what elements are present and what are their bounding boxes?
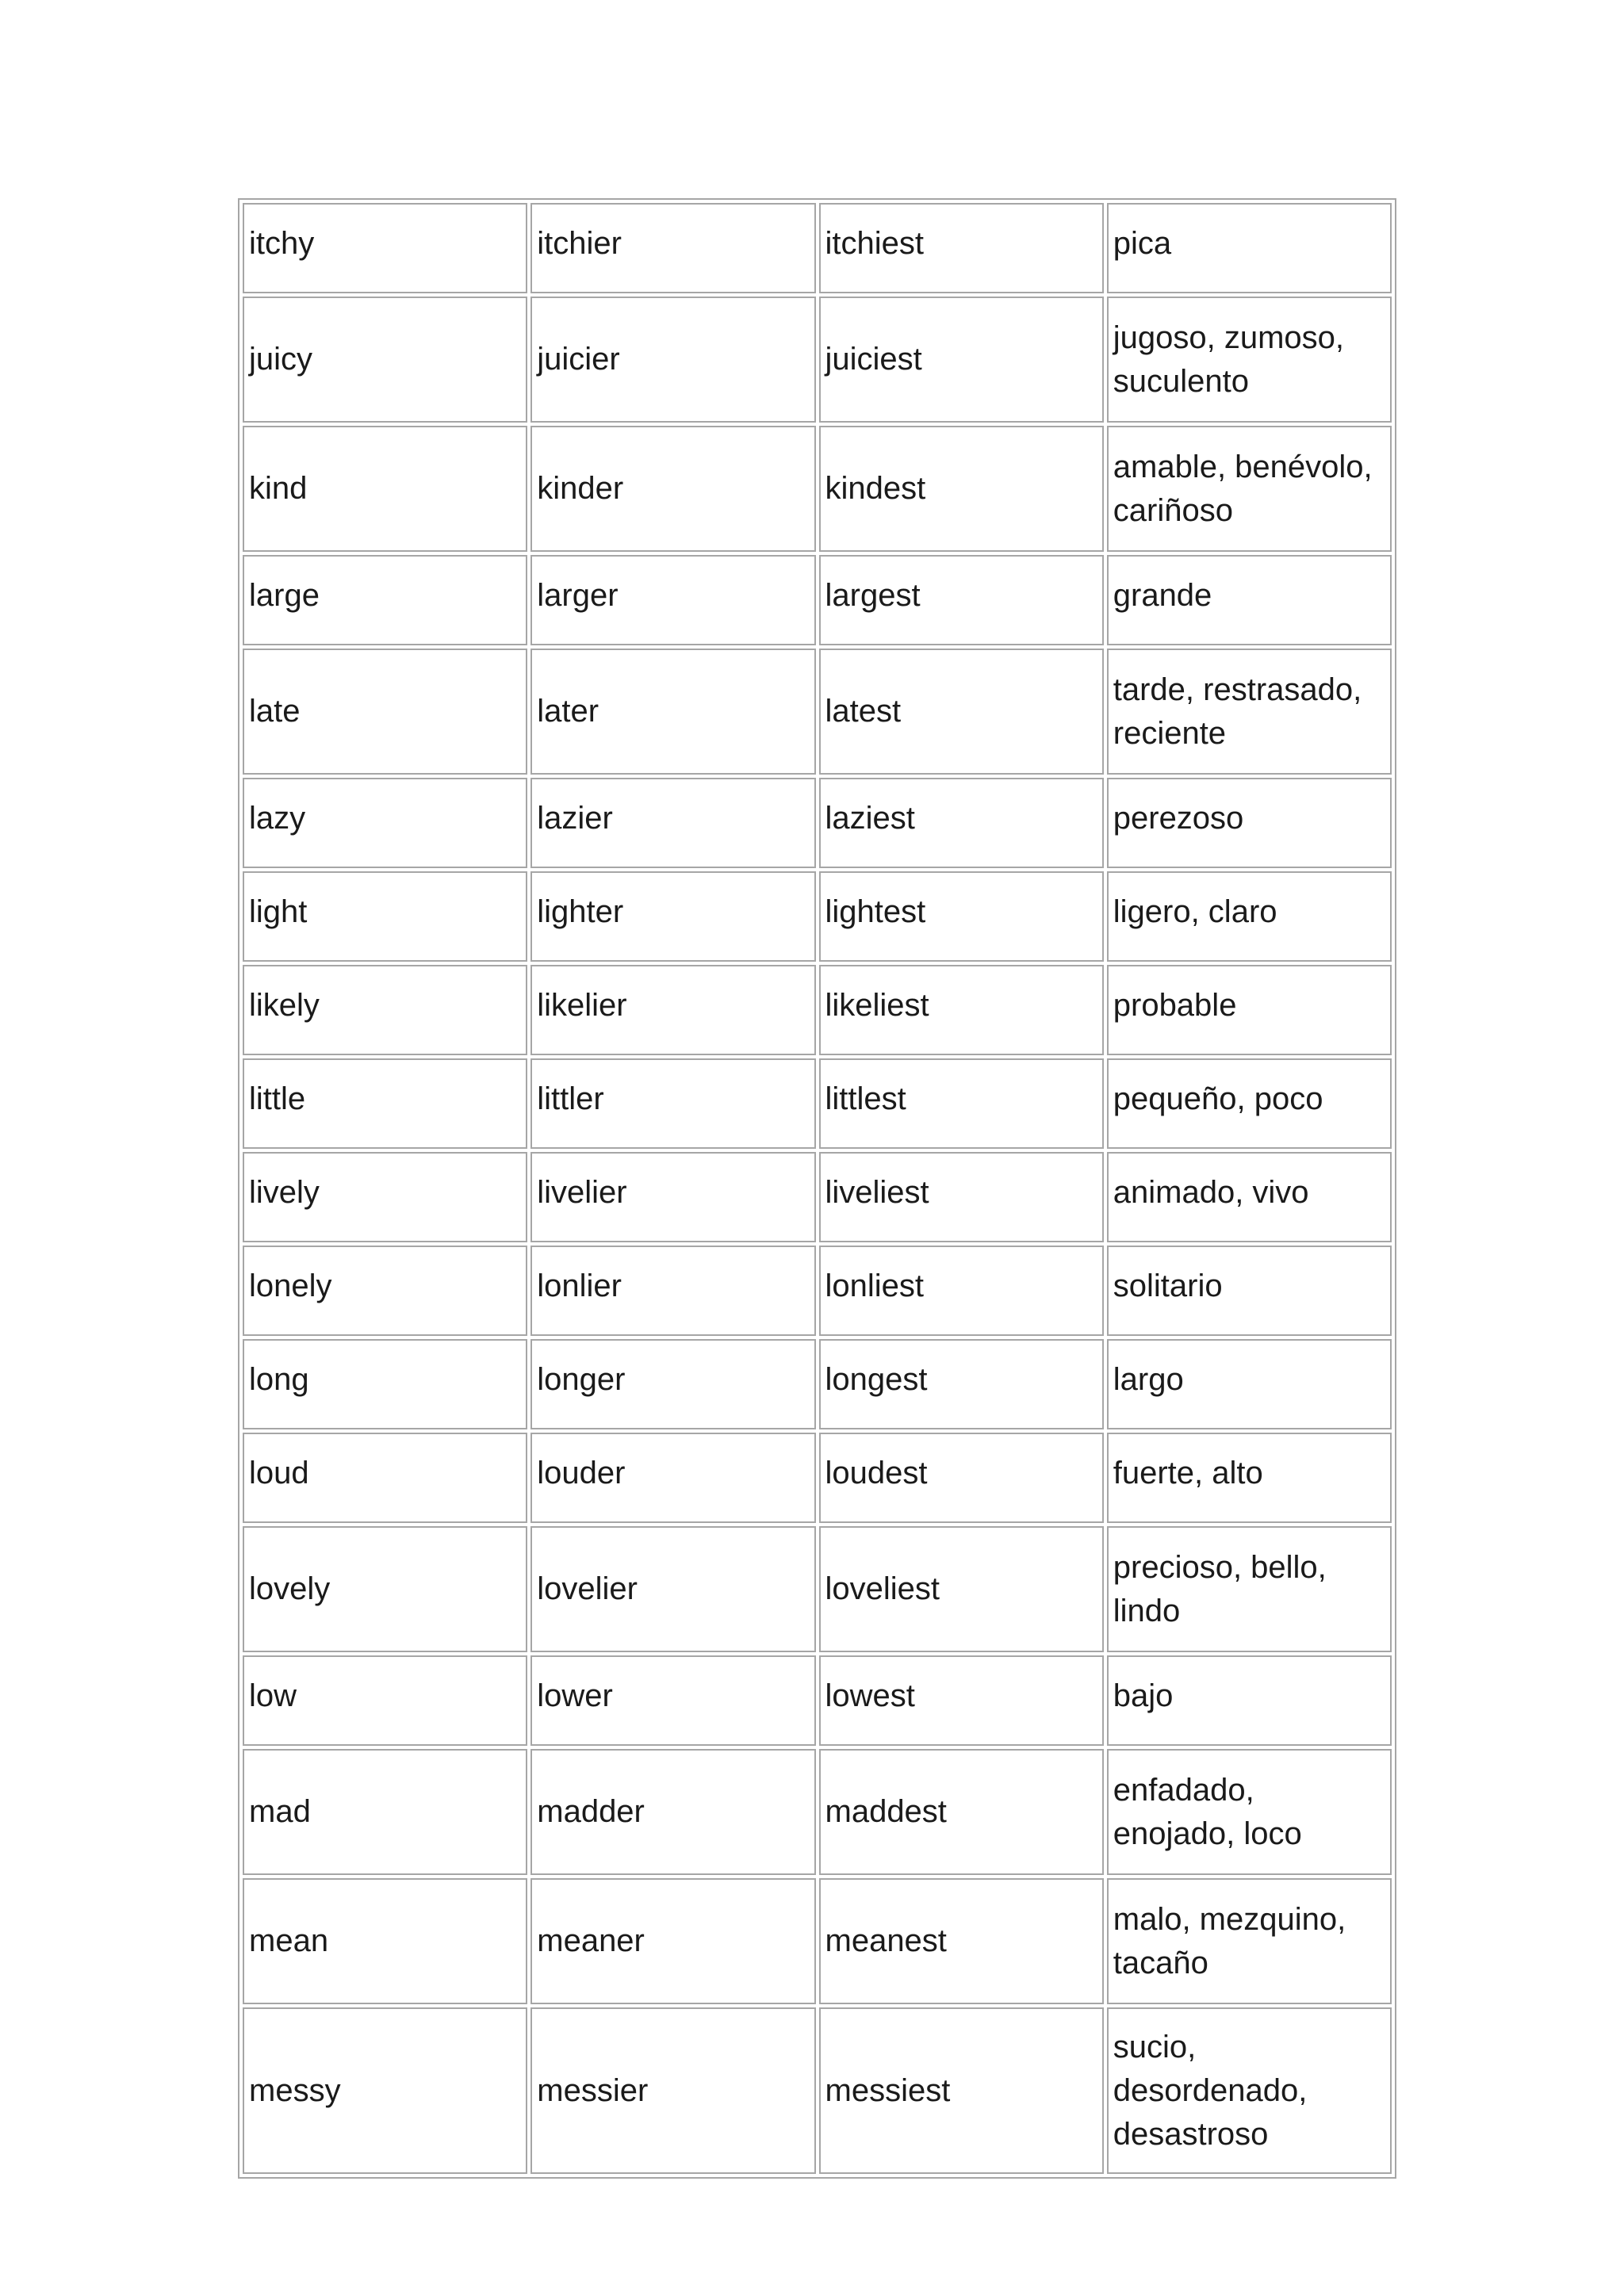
superlative-cell: meanest xyxy=(819,1878,1104,2004)
base-form-cell: kind xyxy=(243,426,527,552)
adjective-table-body xyxy=(243,203,1392,2174)
comparative-cell: madder xyxy=(530,1749,815,1875)
table-row xyxy=(243,1246,1392,1336)
superlative-cell: largest xyxy=(819,555,1104,645)
superlative-cell: liveliest xyxy=(819,1152,1104,1242)
table-row xyxy=(243,297,1392,423)
table-row xyxy=(243,1058,1392,1149)
base-form-cell: mad xyxy=(243,1749,527,1875)
spanish-translation-cell: bajo xyxy=(1107,1655,1392,1746)
comparative-cell: juicier xyxy=(530,297,815,423)
comparative-cell: littler xyxy=(530,1058,815,1149)
comparative-cell: later xyxy=(530,649,815,775)
superlative-cell: itchiest xyxy=(819,203,1104,293)
spanish-translation-cell: malo, mezquino, tacaño xyxy=(1107,1878,1392,2004)
base-form-cell: juicy xyxy=(243,297,527,423)
spanish-translation-cell: grande xyxy=(1107,555,1392,645)
spanish-translation-cell: animado, vivo xyxy=(1107,1152,1392,1242)
base-form-cell: late xyxy=(243,649,527,775)
base-form-cell: light xyxy=(243,871,527,962)
spanish-translation-cell: sucio, desordenado, desastroso xyxy=(1107,2007,1392,2174)
superlative-cell: lowest xyxy=(819,1655,1104,1746)
table-row xyxy=(243,778,1392,868)
comparative-cell: itchier xyxy=(530,203,815,293)
table-row xyxy=(243,1878,1392,2004)
spanish-translation-cell: jugoso, zumoso, suculento xyxy=(1107,297,1392,423)
superlative-cell: loveliest xyxy=(819,1526,1104,1652)
table-row xyxy=(243,203,1392,293)
spanish-translation-cell: precioso, bello, lindo xyxy=(1107,1526,1392,1652)
superlative-cell: maddest xyxy=(819,1749,1104,1875)
spanish-translation-cell: ligero, claro xyxy=(1107,871,1392,962)
table-row xyxy=(243,649,1392,775)
spanish-translation-cell: fuerte, alto xyxy=(1107,1433,1392,1523)
spanish-translation-cell: pequeño, poco xyxy=(1107,1058,1392,1149)
superlative-cell: loudest xyxy=(819,1433,1104,1523)
table-row xyxy=(243,1339,1392,1429)
base-form-cell: long xyxy=(243,1339,527,1429)
base-form-cell: likely xyxy=(243,965,527,1055)
comparative-cell: lovelier xyxy=(530,1526,815,1652)
table-row xyxy=(243,1152,1392,1242)
spanish-translation-cell: probable xyxy=(1107,965,1392,1055)
base-form-cell: itchy xyxy=(243,203,527,293)
spanish-translation-cell: solitario xyxy=(1107,1246,1392,1336)
table-row xyxy=(243,871,1392,962)
adjective-table xyxy=(238,198,1396,2179)
spanish-translation-cell: amable, benévolo, cariñoso xyxy=(1107,426,1392,552)
superlative-cell: laziest xyxy=(819,778,1104,868)
base-form-cell: lively xyxy=(243,1152,527,1242)
superlative-cell: kindest xyxy=(819,426,1104,552)
comparative-cell: louder xyxy=(530,1433,815,1523)
base-form-cell: loud xyxy=(243,1433,527,1523)
comparative-cell: longer xyxy=(530,1339,815,1429)
superlative-cell: latest xyxy=(819,649,1104,775)
spanish-translation-cell: tarde, restrasado, reciente xyxy=(1107,649,1392,775)
table-row xyxy=(243,965,1392,1055)
comparative-cell: lighter xyxy=(530,871,815,962)
base-form-cell: lovely xyxy=(243,1526,527,1652)
base-form-cell: low xyxy=(243,1655,527,1746)
comparative-cell: larger xyxy=(530,555,815,645)
spanish-translation-cell: enfadado, enojado, loco xyxy=(1107,1749,1392,1875)
table-row xyxy=(243,2007,1392,2174)
table-row xyxy=(243,1655,1392,1746)
superlative-cell: longest xyxy=(819,1339,1104,1429)
superlative-cell: messiest xyxy=(819,2007,1104,2174)
spanish-translation-cell: pica xyxy=(1107,203,1392,293)
comparative-cell: likelier xyxy=(530,965,815,1055)
superlative-cell: lightest xyxy=(819,871,1104,962)
superlative-cell: likeliest xyxy=(819,965,1104,1055)
comparative-cell: lower xyxy=(530,1655,815,1746)
table-row xyxy=(243,555,1392,645)
comparative-cell: kinder xyxy=(530,426,815,552)
comparative-cell: lazier xyxy=(530,778,815,868)
table-row xyxy=(243,1526,1392,1652)
base-form-cell: messy xyxy=(243,2007,527,2174)
base-form-cell: little xyxy=(243,1058,527,1149)
comparative-cell: lonlier xyxy=(530,1246,815,1336)
table-row xyxy=(243,426,1392,552)
superlative-cell: littlest xyxy=(819,1058,1104,1149)
spanish-translation-cell: perezoso xyxy=(1107,778,1392,868)
base-form-cell: lazy xyxy=(243,778,527,868)
comparative-cell: meaner xyxy=(530,1878,815,2004)
base-form-cell: mean xyxy=(243,1878,527,2004)
superlative-cell: lonliest xyxy=(819,1246,1104,1336)
table-row xyxy=(243,1749,1392,1875)
comparative-cell: messier xyxy=(530,2007,815,2174)
base-form-cell: large xyxy=(243,555,527,645)
comparative-cell: livelier xyxy=(530,1152,815,1242)
spanish-translation-cell: largo xyxy=(1107,1339,1392,1429)
table-row xyxy=(243,1433,1392,1523)
base-form-cell: lonely xyxy=(243,1246,527,1336)
superlative-cell: juiciest xyxy=(819,297,1104,423)
